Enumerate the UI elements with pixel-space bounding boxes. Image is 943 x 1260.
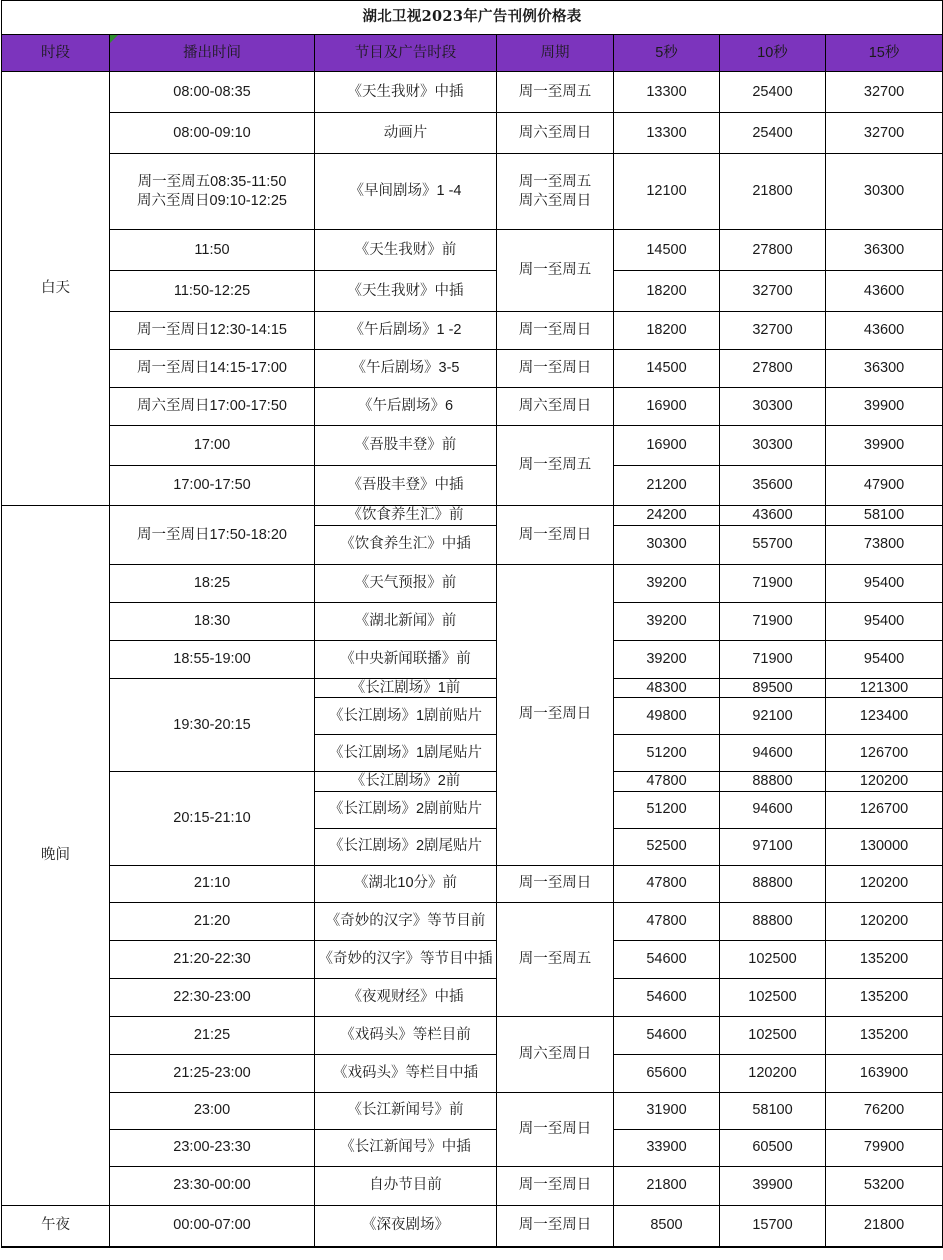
cycle-cell: 周一至周日: [497, 1092, 614, 1166]
program-cell: 自办节目前: [315, 1166, 497, 1205]
program-cell: 《天气预报》前: [315, 564, 497, 602]
price-sec10: 43600: [720, 506, 826, 526]
airtime-cell: 21:25-23:00: [110, 1054, 315, 1092]
program-cell: 《湖北新闻》前: [315, 602, 497, 640]
airtime-cell: 11:50-12:25: [110, 271, 315, 312]
airtime-cell: 21:25: [110, 1016, 315, 1054]
price-sec10: 94600: [720, 735, 826, 772]
cycle-cell: 周一至周五: [497, 230, 614, 312]
price-sec5: 47800: [614, 772, 720, 792]
table-row: [2, 1166, 943, 1205]
price-sec10: 88800: [720, 865, 826, 902]
table-row: [2, 154, 943, 230]
column-header-sec10: 10秒: [720, 35, 826, 72]
cycle-cell: 周六至周日: [497, 1016, 614, 1092]
table-row: [2, 312, 943, 350]
program-cell: 《午后剧场》1 -2: [315, 312, 497, 350]
table-row: [2, 1205, 943, 1247]
price-sec5: 24200: [614, 506, 720, 526]
price-sec10: 30300: [720, 426, 826, 466]
airtime-cell: 23:00-23:30: [110, 1129, 315, 1166]
price-sec5: 54600: [614, 978, 720, 1016]
price-sec10: 39900: [720, 1166, 826, 1205]
price-sec10: 60500: [720, 1129, 826, 1166]
price-sec10: 71900: [720, 564, 826, 602]
price-sec15: 36300: [826, 230, 943, 271]
price-sec10: 25400: [720, 72, 826, 113]
program-cell: 《戏码头》等栏目前: [315, 1016, 497, 1054]
price-sec5: 13300: [614, 113, 720, 154]
price-sec15: 123400: [826, 698, 943, 735]
price-sec10: 88800: [720, 772, 826, 792]
cycle-cell: 周六至周日: [497, 113, 614, 154]
price-sec15: 95400: [826, 602, 943, 640]
price-sec5: 21800: [614, 1166, 720, 1205]
table-row: [2, 1092, 943, 1129]
airtime-cell: 周一至周日12:30-14:15: [110, 312, 315, 350]
airtime-cell: 20:15-21:10: [110, 772, 315, 866]
price-sec10: 102500: [720, 1016, 826, 1054]
header-row: [2, 35, 943, 72]
program-cell: 《饮食养生汇》中插: [315, 525, 497, 564]
price-sec10: 97100: [720, 828, 826, 865]
table-row: [2, 466, 943, 506]
table-row: [2, 602, 943, 640]
cycle-cell: 周一至周五: [497, 902, 614, 1016]
price-sec15: 30300: [826, 154, 943, 230]
price-sec5: 8500: [614, 1205, 720, 1247]
airtime-cell: 周六至周日17:00-17:50: [110, 388, 315, 426]
price-sec15: 36300: [826, 350, 943, 388]
cycle-cell: 周一至周日: [497, 506, 614, 565]
program-cell: 《天生我财》中插: [315, 271, 497, 312]
cycle-cell: 周一至周日: [497, 350, 614, 388]
program-cell: 动画片: [315, 113, 497, 154]
airtime-cell: 17:00: [110, 426, 315, 466]
cycle-cell: 周六至周日: [497, 388, 614, 426]
price-sec15: 39900: [826, 426, 943, 466]
price-sec10: 35600: [720, 466, 826, 506]
airtime-cell: 21:20-22:30: [110, 940, 315, 978]
price-sec15: 58100: [826, 506, 943, 526]
price-sec10: 30300: [720, 388, 826, 426]
price-sec15: 126700: [826, 735, 943, 772]
price-sec15: 53200: [826, 1166, 943, 1205]
price-sec5: 30300: [614, 525, 720, 564]
price-sec5: 48300: [614, 678, 720, 698]
price-sec5: 18200: [614, 312, 720, 350]
table-row: [2, 564, 943, 602]
airtime-cell: 18:55-19:00: [110, 640, 315, 678]
price-sec10: 102500: [720, 940, 826, 978]
price-sec5: 49800: [614, 698, 720, 735]
price-sec10: 27800: [720, 230, 826, 271]
program-cell: 《深夜剧场》: [315, 1205, 497, 1247]
daypart-label: 午夜: [2, 1205, 110, 1247]
price-sec5: 39200: [614, 640, 720, 678]
price-sec15: 130000: [826, 828, 943, 865]
column-header-daypart: 时段: [2, 35, 110, 72]
program-cell: 《湖北10分》前: [315, 865, 497, 902]
table-row: [2, 72, 943, 113]
airtime-cell: 周一至周日14:15-17:00: [110, 350, 315, 388]
column-header-sec5: 5秒: [614, 35, 720, 72]
airtime-cell: 21:10: [110, 865, 315, 902]
program-cell: 《长江剧场》2剧前贴片: [315, 791, 497, 828]
table-row: [2, 506, 943, 526]
airtime-cell: 周一至周五08:35-11:50 周六至周日09:10-12:25: [110, 154, 315, 230]
table-row: [2, 902, 943, 940]
program-cell: 《吾股丰登》前: [315, 426, 497, 466]
cycle-cell: 周一至周日: [497, 1205, 614, 1247]
daypart-label: 白天: [2, 72, 110, 506]
airtime-cell: 00:00-07:00: [110, 1205, 315, 1247]
program-cell: 《长江新闻号》前: [315, 1092, 497, 1129]
cycle-cell: 周一至周五: [497, 426, 614, 506]
column-header-program: 节目及广告时段: [315, 35, 497, 72]
program-cell: 《长江剧场》1剧前贴片: [315, 698, 497, 735]
price-sec10: 120200: [720, 1054, 826, 1092]
price-sec15: 21800: [826, 1205, 943, 1247]
table-row: [2, 350, 943, 388]
price-sec10: 102500: [720, 978, 826, 1016]
price-sec15: 73800: [826, 525, 943, 564]
price-sec15: 43600: [826, 312, 943, 350]
airtime-cell: 23:30-00:00: [110, 1166, 315, 1205]
price-sec10: 94600: [720, 791, 826, 828]
table-row: [2, 865, 943, 902]
program-cell: 《午后剧场》3-5: [315, 350, 497, 388]
program-cell: 《奇妙的汉字》等节目前: [315, 902, 497, 940]
price-sec15: 95400: [826, 640, 943, 678]
program-cell: 《戏码头》等栏目中插: [315, 1054, 497, 1092]
table-row: [2, 1129, 943, 1166]
price-sec15: 76200: [826, 1092, 943, 1129]
table-row: [2, 426, 943, 466]
price-sec15: 32700: [826, 113, 943, 154]
price-sec10: 88800: [720, 902, 826, 940]
price-sec10: 32700: [720, 312, 826, 350]
price-sec15: 135200: [826, 1016, 943, 1054]
program-cell: 《早间剧场》1 -4: [315, 154, 497, 230]
price-sec10: 27800: [720, 350, 826, 388]
airtime-cell: 17:00-17:50: [110, 466, 315, 506]
program-cell: 《长江剧场》2剧尾贴片: [315, 828, 497, 865]
price-sec5: 31900: [614, 1092, 720, 1129]
price-sec5: 14500: [614, 350, 720, 388]
column-header-sec15: 15秒: [826, 35, 943, 72]
table-row: [2, 113, 943, 154]
cycle-cell: 周一至周五: [497, 72, 614, 113]
program-cell: 《饮食养生汇》前: [315, 506, 497, 526]
table-row: [2, 640, 943, 678]
column-header-airtime: 播出时间: [110, 35, 315, 72]
price-sec15: 135200: [826, 978, 943, 1016]
price-sec15: 120200: [826, 865, 943, 902]
price-sec10: 71900: [720, 602, 826, 640]
column-header-cycle: 周期: [497, 35, 614, 72]
price-sec5: 39200: [614, 602, 720, 640]
price-sec15: 43600: [826, 271, 943, 312]
price-sec15: 163900: [826, 1054, 943, 1092]
cycle-cell: 周一至周日: [497, 865, 614, 902]
airtime-cell: 23:00: [110, 1092, 315, 1129]
price-sec10: 21800: [720, 154, 826, 230]
price-sec15: 120200: [826, 902, 943, 940]
daypart-label: 晚间: [2, 506, 110, 1206]
program-cell: 《午后剧场》6: [315, 388, 497, 426]
price-sec5: 14500: [614, 230, 720, 271]
airtime-cell: 18:25: [110, 564, 315, 602]
price-sec10: 25400: [720, 113, 826, 154]
program-cell: 《夜观财经》中插: [315, 978, 497, 1016]
price-sec10: 71900: [720, 640, 826, 678]
price-sec10: 58100: [720, 1092, 826, 1129]
price-sec10: 92100: [720, 698, 826, 735]
program-cell: 《长江剧场》2前: [315, 772, 497, 792]
table-row: [2, 388, 943, 426]
program-cell: 《长江剧场》1剧尾贴片: [315, 735, 497, 772]
price-sec10: 89500: [720, 678, 826, 698]
program-cell: 《长江新闻号》中插: [315, 1129, 497, 1166]
program-cell: 《中央新闻联播》前: [315, 640, 497, 678]
price-sec5: 18200: [614, 271, 720, 312]
price-sec10: 55700: [720, 525, 826, 564]
price-sec5: 39200: [614, 564, 720, 602]
table-row: [2, 1054, 943, 1092]
price-sec5: 13300: [614, 72, 720, 113]
airtime-cell: 周一至周日17:50-18:20: [110, 506, 315, 565]
cycle-cell: 周一至周日: [497, 1166, 614, 1205]
program-cell: 《天生我财》前: [315, 230, 497, 271]
table-row: [2, 1016, 943, 1054]
table-row: [2, 271, 943, 312]
price-sec5: 54600: [614, 1016, 720, 1054]
airtime-cell: 11:50: [110, 230, 315, 271]
ad-rate-card-table: [1, 0, 943, 1248]
cycle-cell: 周一至周五 周六至周日: [497, 154, 614, 230]
price-sec5: 12100: [614, 154, 720, 230]
price-sec5: 65600: [614, 1054, 720, 1092]
price-sec15: 32700: [826, 72, 943, 113]
price-sec15: 121300: [826, 678, 943, 698]
table-row: [2, 678, 943, 698]
price-sec15: 79900: [826, 1129, 943, 1166]
airtime-cell: 18:30: [110, 602, 315, 640]
table-row: [2, 978, 943, 1016]
price-sec15: 95400: [826, 564, 943, 602]
price-sec5: 51200: [614, 735, 720, 772]
price-sec10: 15700: [720, 1205, 826, 1247]
price-sec5: 16900: [614, 388, 720, 426]
program-cell: 《奇妙的汉字》等节目中插: [315, 940, 497, 978]
price-sec10: 32700: [720, 271, 826, 312]
cycle-cell: 周一至周日: [497, 312, 614, 350]
table-row: [2, 230, 943, 271]
price-sec15: 47900: [826, 466, 943, 506]
airtime-cell: 22:30-23:00: [110, 978, 315, 1016]
program-cell: 《长江剧场》1前: [315, 678, 497, 698]
price-sec5: 21200: [614, 466, 720, 506]
price-sec5: 54600: [614, 940, 720, 978]
price-sec5: 33900: [614, 1129, 720, 1166]
price-sec5: 52500: [614, 828, 720, 865]
price-sec15: 126700: [826, 791, 943, 828]
airtime-cell: 08:00-09:10: [110, 113, 315, 154]
price-sec5: 51200: [614, 791, 720, 828]
cycle-cell: 周一至周日: [497, 564, 614, 865]
table-row: [2, 772, 943, 792]
price-sec15: 135200: [826, 940, 943, 978]
price-sec15: 120200: [826, 772, 943, 792]
price-sec15: 39900: [826, 388, 943, 426]
program-cell: 《吾股丰登》中插: [315, 466, 497, 506]
price-sec5: 16900: [614, 426, 720, 466]
price-sec5: 47800: [614, 902, 720, 940]
page-title: 湖北卫视2023年广告刊例价格表: [2, 1, 943, 35]
price-sec5: 47800: [614, 865, 720, 902]
airtime-cell: 19:30-20:15: [110, 678, 315, 772]
program-cell: 《天生我财》中插: [315, 72, 497, 113]
title-row: [2, 1, 943, 35]
airtime-cell: 21:20: [110, 902, 315, 940]
table-row: [2, 940, 943, 978]
airtime-cell: 08:00-08:35: [110, 72, 315, 113]
